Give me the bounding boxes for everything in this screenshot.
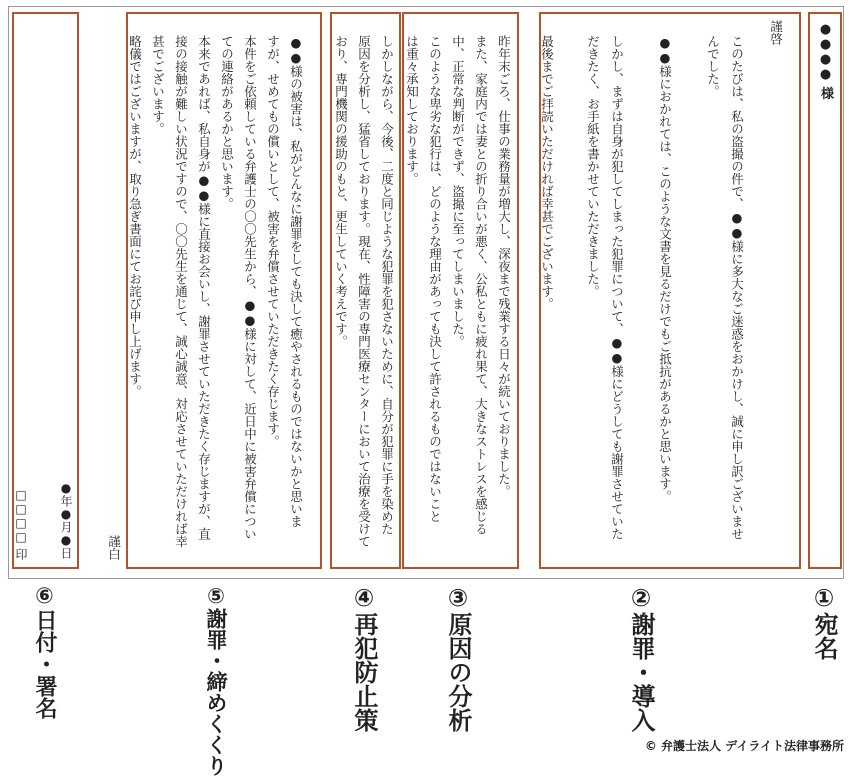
apology-line: 本来であれば、私自身が●●様に直接お会いし、謝罪させていただきたく存じますが、直 [196, 35, 212, 540]
prevention-line: しかしながら、今後、二度と同じような犯罪を犯さないために、自分が犯罪に手を染めた [379, 35, 395, 535]
cause-line: このような卑劣な犯行は、どのような理由があっても決して許されるものではないこと [427, 35, 443, 523]
label-date-signature: ⑥日付・署名 [32, 584, 57, 719]
cause-line: 中、正常な判断ができず、盗撮に至ってしまいました。 [450, 35, 466, 348]
apology-line: ●●様の被害は、私がどんなに謝罪をしても決して癒やされるものではないかと思いま [288, 35, 304, 528]
label-cause: ③原因の分析 [444, 584, 472, 732]
closing-text: 謹白 [106, 535, 122, 560]
label-addressee: ①宛名 [810, 584, 838, 660]
apology-line: 接の接触が難しい状況ですので、〇〇先生を通じて、誠心誠意、対応させていただければ幸 [173, 35, 189, 548]
intro-line: このたびは、私の盗撮の件で、●●様に多大なご迷惑をおかけし、誠に申し訳ございませ [729, 35, 745, 540]
label-intro: ②謝罪・導入 [627, 584, 655, 732]
intro-line: しかし、まずは自身が犯してしまった犯罪について、●●様にどうしても謝罪させていた [609, 35, 625, 540]
prevention-line: 原因を分析し、猛省しております。現在、性障害の専門医療センターにおいて治療を受けて [356, 35, 372, 548]
label-apology: ⑤謝罪・締めくくり [204, 584, 228, 776]
intro-line: んでした。 [705, 35, 721, 98]
salutation-text: 謹啓 [768, 20, 784, 45]
apology-line: すが、せめてもの償いとして、被害を弁償させていただきたく存じます。 [265, 35, 281, 448]
label-prevention: ④再犯防止策 [350, 584, 378, 732]
cause-line: また、家庭内では妻との折り合いが悪く、公私ともに疲れ果て、大きなストレスを感じる [473, 35, 489, 535]
copyright-text: © 弁護士法人 デイライト法律事務所 [644, 739, 844, 753]
addressee-text: ●●●● 様 [818, 22, 833, 100]
intro-line: 最後までご拝読いただければ幸甚でございます。 [539, 35, 555, 310]
apology-line: ての連絡があるかと思います。 [219, 35, 235, 210]
apology-line: 本件をご依頼している弁護士の〇〇先生から、●●様に対して、近日中に被害弁償につい [242, 35, 258, 540]
signature-text: □□□□ 印 [14, 488, 28, 560]
intro-line: だきたく、お手紙を書かせていただきました。 [585, 35, 601, 298]
apology-line: 略儀ではございますが、取り急ぎ書面にてお詫び申し上げます。 [127, 35, 143, 398]
apology-line: 甚でございます。 [150, 35, 166, 135]
cause-line: 昨年末ごろ、仕事の業務量が増大し、深夜まで残業する日々が続いておりました。 [496, 35, 512, 498]
date-text: ●年●月●日 [59, 481, 73, 559]
prevention-line: おり、専門機関の援助のもと、更生していく考えです。 [333, 35, 349, 348]
cause-line: は重々承知しております。 [404, 35, 420, 185]
intro-line: ●●様におかれては、このような文書を見るだけでもご抵抗があるかと思います。 [657, 35, 673, 503]
